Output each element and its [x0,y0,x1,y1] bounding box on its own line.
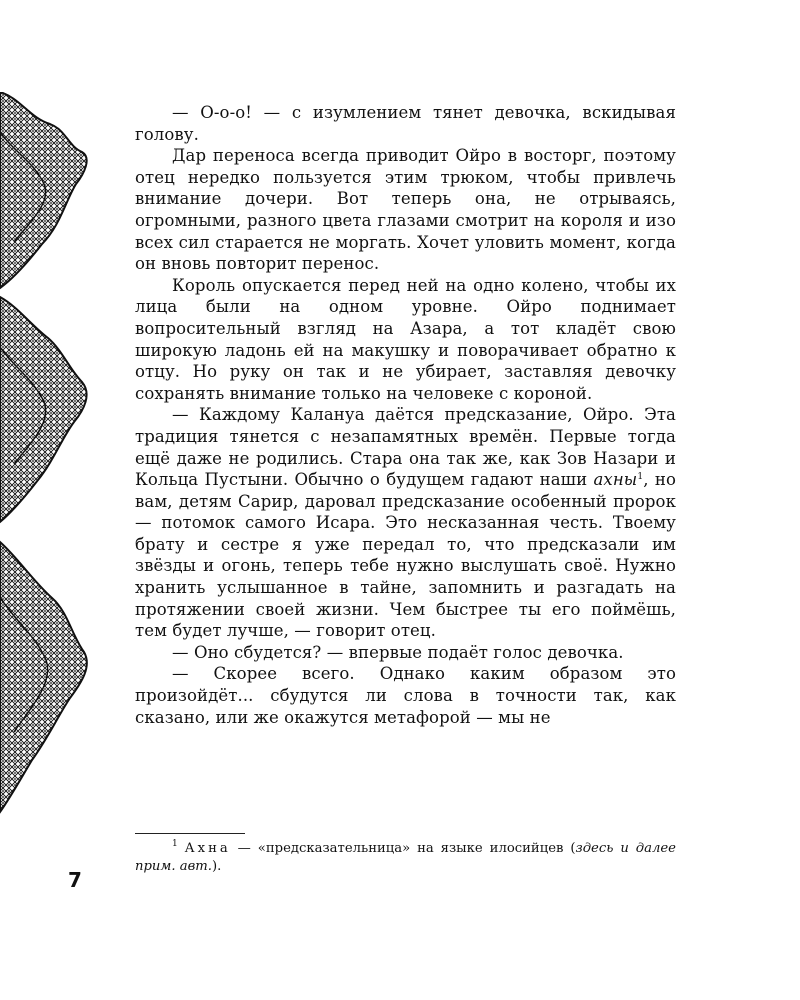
footnote-divider [135,833,245,834]
decorative-ornament [0,92,90,828]
ornament-medallion-2 [0,297,87,522]
ornament-medallion-1 [0,92,87,288]
footnote-closing: ). [211,859,222,874]
ornament-medallion-3 [0,542,87,812]
paragraph: Король опускается перед ней на одно колено, чтобы их лица были на одном уровне. Ойро поднимает вопросительный взгляд на Азара, а тот кладёт свою широкую ладонь ей на макушку и поворачивает обратно к отцу. Но руку он так и не убирает, заставляя девочку сохранять внимание только на человеке с короной. [135,275,676,403]
paragraph: — Оно сбудется? — впервые подаёт голос девочка. [172,642,624,662]
footnote-marker: 1 [637,472,644,483]
paragraph: — Скорее всего. Однако каким образом это произойдёт... сбудутся ли слова в точности так, как сказано, или же окажутся метафорой — мы не [135,664,676,727]
footnote-definition: — «предсказательница» на языке илосийцев ( [230,841,576,856]
footnote-note: здесь и далее прим. авт. [135,841,676,874]
paragraph-text: — Каждому Калануа даётся предсказание, Ойро. Эта традиция тянется с незапамятных времён. Первые тогда ещё даже не родились. Стара она так же, как Зов Назари и Кольца Пустыни. Обычно о будущем гадают наши [135,405,676,490]
footnote-term: Ахна [184,841,231,856]
paragraph: Дар переноса всегда приводит Ойро в восторг, поэтому отец нередко пользуется этим трюком, чтобы привлечь внимание дочери. Вот теперь она, не отрываясь, огромными, разного цвета глазами смотрит на короля и изо всех сил старается не моргать. Хочет уловить момент, когда он вновь повторит перенос. [135,146,676,274]
emphasized-word: ахны [593,470,638,490]
main-text [135,102,676,728]
page-number: 7 [68,868,82,892]
paragraph: — О-о-о! — с изумлением тянет девочка, вскидывая голову. [135,103,676,144]
paragraph-text: , но вам, детям Сарир, даровал предсказание особенный пророк — потомок самого Исара. Это несказанная честь. Твоему брату и сестре я уже передал то, что предсказали им звёзды и огонь, теперь тебе нужно выслушать своё. Нужно хранить услышанное в тайне, запомнить и разгадать на протяжении своей жизни. Чем быстрее ты его поймёшь, тем будет лучше, — говорит отец. [135,470,676,641]
footnote [135,840,676,876]
paragraph [135,404,676,642]
footnote-number: 1 [172,839,178,849]
